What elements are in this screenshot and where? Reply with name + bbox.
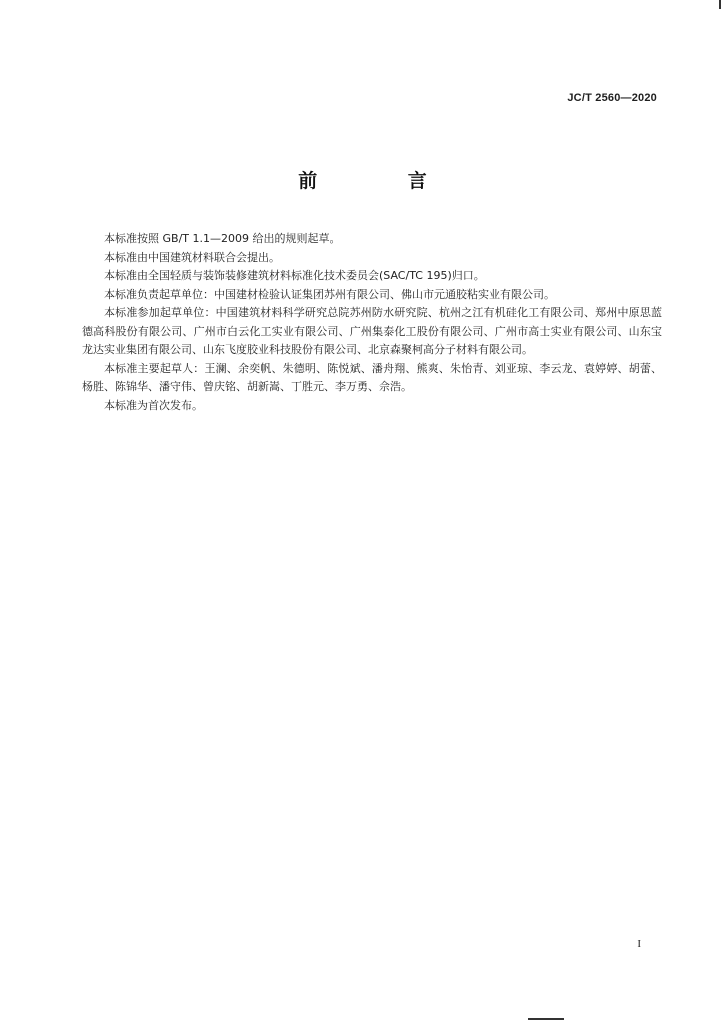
paragraph-drafting-rules: 本标准按照 GB/T 1.1—2009 给出的规则起草。 (104, 232, 341, 245)
scan-edge-mark (719, 0, 721, 9)
page-title: 前 言 (298, 170, 469, 192)
paragraph-main-authors: 本标准主要起草人：王澜、余奕帆、朱德明、陈悦斌、潘舟翔、熊爽、朱怡青、刘亚琼、李云龙、袁婷婷、胡蕾、杨胜、陈锦华、潘守伟、曾庆铭、胡新嵩、丁胜元、李万勇、佘浩。 (82, 361, 662, 393)
paragraph-participating-drafters: 本标准参加起草单位：中国建筑材料科学研究总院苏州防水研究院、杭州之江有机硅化工有限公司、郑州中原思蓝德高科股份有限公司、广州市白云化工实业有限公司、广州集泰化工股份有限公司、广州市高士实业有限公司、山东宝龙达实业集团有限公司、山东飞度胶业科技股份有限公司、北京森聚柯高分子材料有限公司。 (82, 306, 662, 356)
standard-code: JC/T 2560—2020 (567, 92, 657, 104)
paragraph-proposer: 本标准由中国建筑材料联合会提出。 (104, 250, 280, 264)
paragraph-lead-drafters: 本标准负责起草单位：中国建材检验认证集团苏州有限公司、佛山市元通胶粘实业有限公司。 (104, 287, 555, 301)
paragraph-first-release: 本标准为首次发布。 (104, 398, 203, 412)
page-number: I (637, 938, 641, 950)
paragraph-jurisdiction: 本标准由全国轻质与装饰装修建筑材料标准化技术委员会(SAC/TC 195)归口。 (104, 269, 485, 282)
bottom-rule (528, 1018, 564, 1020)
foreword-body (82, 230, 662, 415)
